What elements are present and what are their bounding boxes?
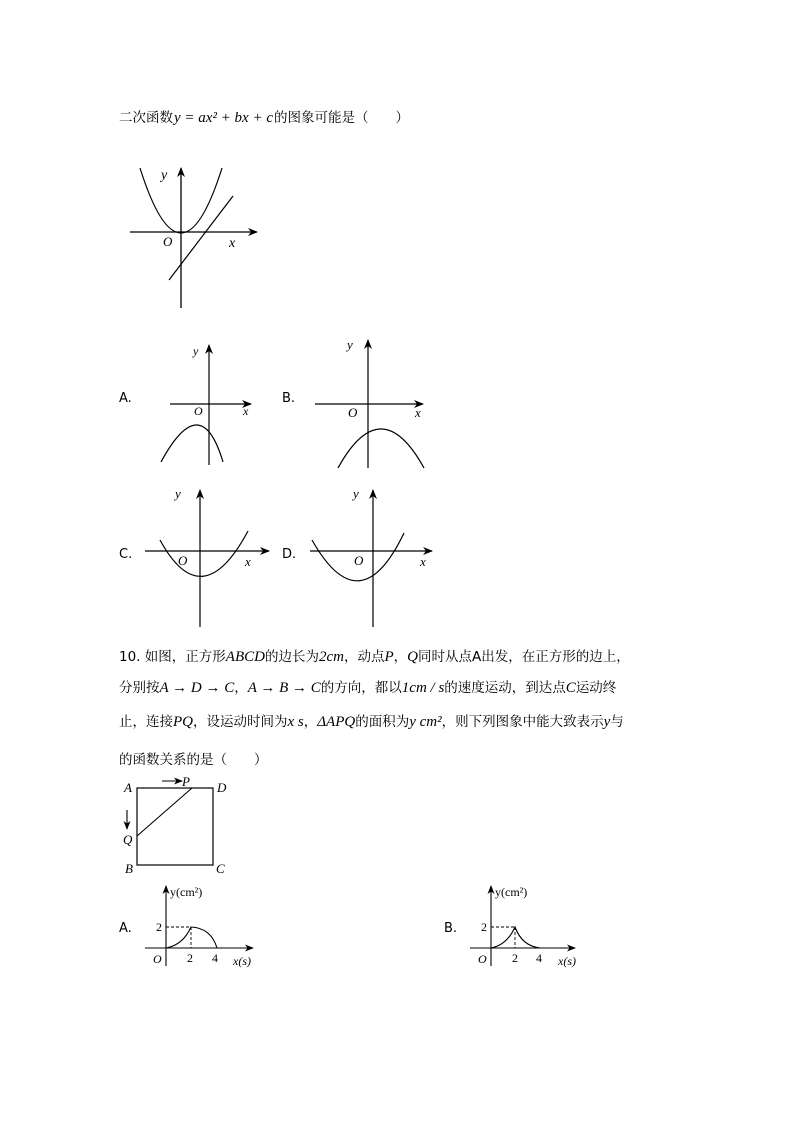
q10-math: A → B → C (247, 680, 321, 696)
q10-math: PQ (173, 714, 193, 730)
q10-text: 运动终 (575, 680, 617, 696)
x-label: x(s) (233, 954, 251, 968)
q9-reference-graph (120, 160, 260, 315)
q10-line-4 (119, 748, 268, 768)
x-label: x (229, 236, 236, 251)
y-tick-2: 2 (156, 920, 162, 934)
q10-text: 如图，正方形 (144, 649, 226, 665)
origin-label: O (163, 234, 173, 249)
y-label: y (161, 168, 168, 183)
q9-option-a-label[interactable]: A. (119, 391, 132, 406)
y-label: y(cm²) (170, 885, 203, 899)
x-label: x (245, 554, 251, 569)
q10-math: ΔAPQ (317, 714, 356, 730)
origin-label: O (194, 404, 203, 418)
q9-option-b-graph[interactable] (310, 336, 430, 471)
origin-label: O (478, 952, 487, 966)
q9-stem (119, 106, 409, 127)
x-tick-4: 4 (536, 951, 542, 965)
q10-text: ， (393, 649, 408, 665)
q10-option-b-label[interactable]: B. (444, 921, 458, 936)
y-label: y (193, 344, 199, 358)
q10-text: 的面积为 (355, 714, 410, 730)
q10-math: y cm² (409, 714, 442, 730)
q10-text: 止，连接 (119, 714, 173, 730)
parabola-curve (161, 425, 223, 462)
vertex-a: A (124, 780, 132, 795)
vertex-b: B (125, 861, 133, 876)
q10-text: 同时从点A出发，在正方形的边上， (417, 649, 630, 665)
q10-text: ，设运动时间为 (193, 714, 288, 730)
point-q: Q (123, 832, 133, 847)
point-p: P (182, 774, 190, 789)
straight-line (169, 196, 233, 280)
q10-text: ， (303, 714, 318, 730)
q10-option-b-graph[interactable] (467, 882, 587, 972)
function-curve (166, 927, 217, 948)
y-label: y (175, 486, 181, 501)
q9-prefix: 二次函数 (119, 110, 173, 126)
x-tick-2: 2 (187, 951, 193, 965)
q10-math: y (603, 714, 611, 730)
function-curve (491, 927, 540, 948)
y-label: y (353, 486, 359, 501)
q10-line-2 (119, 676, 616, 697)
q9-option-c-label[interactable]: C. (119, 547, 133, 562)
origin-label: O (348, 405, 358, 420)
q10-math: C (565, 680, 576, 696)
y-label: y(cm²) (495, 885, 528, 899)
x-label: x (415, 405, 421, 420)
q10-math: 2cm (318, 649, 344, 665)
origin-label: O (153, 952, 162, 966)
q10-line-3 (119, 710, 624, 731)
origin-label: O (178, 553, 188, 568)
x-label: x (420, 554, 426, 569)
q10-text: 的边长为 (264, 649, 319, 665)
q10-text: ，动点 (343, 649, 385, 665)
q9-formula: y = ax² + bx + c (174, 110, 273, 126)
vertex-c: C (216, 861, 225, 876)
y-tick-2: 2 (481, 920, 487, 934)
q10-math: Q (407, 649, 418, 665)
q9-option-d-graph[interactable] (305, 485, 440, 630)
q9-option-b-label[interactable]: B. (282, 391, 296, 406)
q10-text: ，则下列图象中能大致表示 (441, 714, 604, 730)
q10-text: 分别按 (119, 680, 160, 696)
q10-option-a-graph[interactable] (142, 882, 262, 972)
q10-square-figure (118, 772, 238, 877)
x-label: x (243, 404, 249, 418)
q9-suffix: 的图象可能是（ ） (274, 110, 409, 126)
y-label: y (347, 337, 353, 352)
x-label: x(s) (558, 954, 576, 968)
q10-number: 10. (119, 649, 141, 665)
x-tick-2: 2 (512, 951, 518, 965)
parabola-curve (160, 531, 248, 576)
q10-math: A → D → C (159, 680, 235, 696)
q10-text: 的速度运动，到达点 (444, 680, 566, 696)
q9-option-a-graph[interactable] (155, 340, 255, 470)
q10-text: 的方向，都以 (320, 680, 402, 696)
q10-text: 的函数关系的是（ ） (119, 752, 268, 768)
q10-math: ABCD (225, 649, 265, 665)
x-tick-4: 4 (212, 951, 218, 965)
q10-text: 与 (610, 714, 624, 730)
q10-option-a-label[interactable]: A. (119, 921, 132, 936)
q10-text: ， (234, 680, 248, 696)
q10-math: x s (287, 714, 304, 730)
origin-label: O (354, 553, 364, 568)
q9-option-d-label[interactable]: D. (282, 547, 297, 562)
vertex-d: D (217, 780, 227, 795)
q9-option-c-graph[interactable] (140, 485, 275, 630)
q10-math: P (384, 649, 394, 665)
parabola-curve (338, 429, 424, 468)
q10-line-1 (119, 645, 630, 666)
segment-pq (137, 788, 192, 836)
q10-math: 1cm / s (401, 680, 445, 696)
